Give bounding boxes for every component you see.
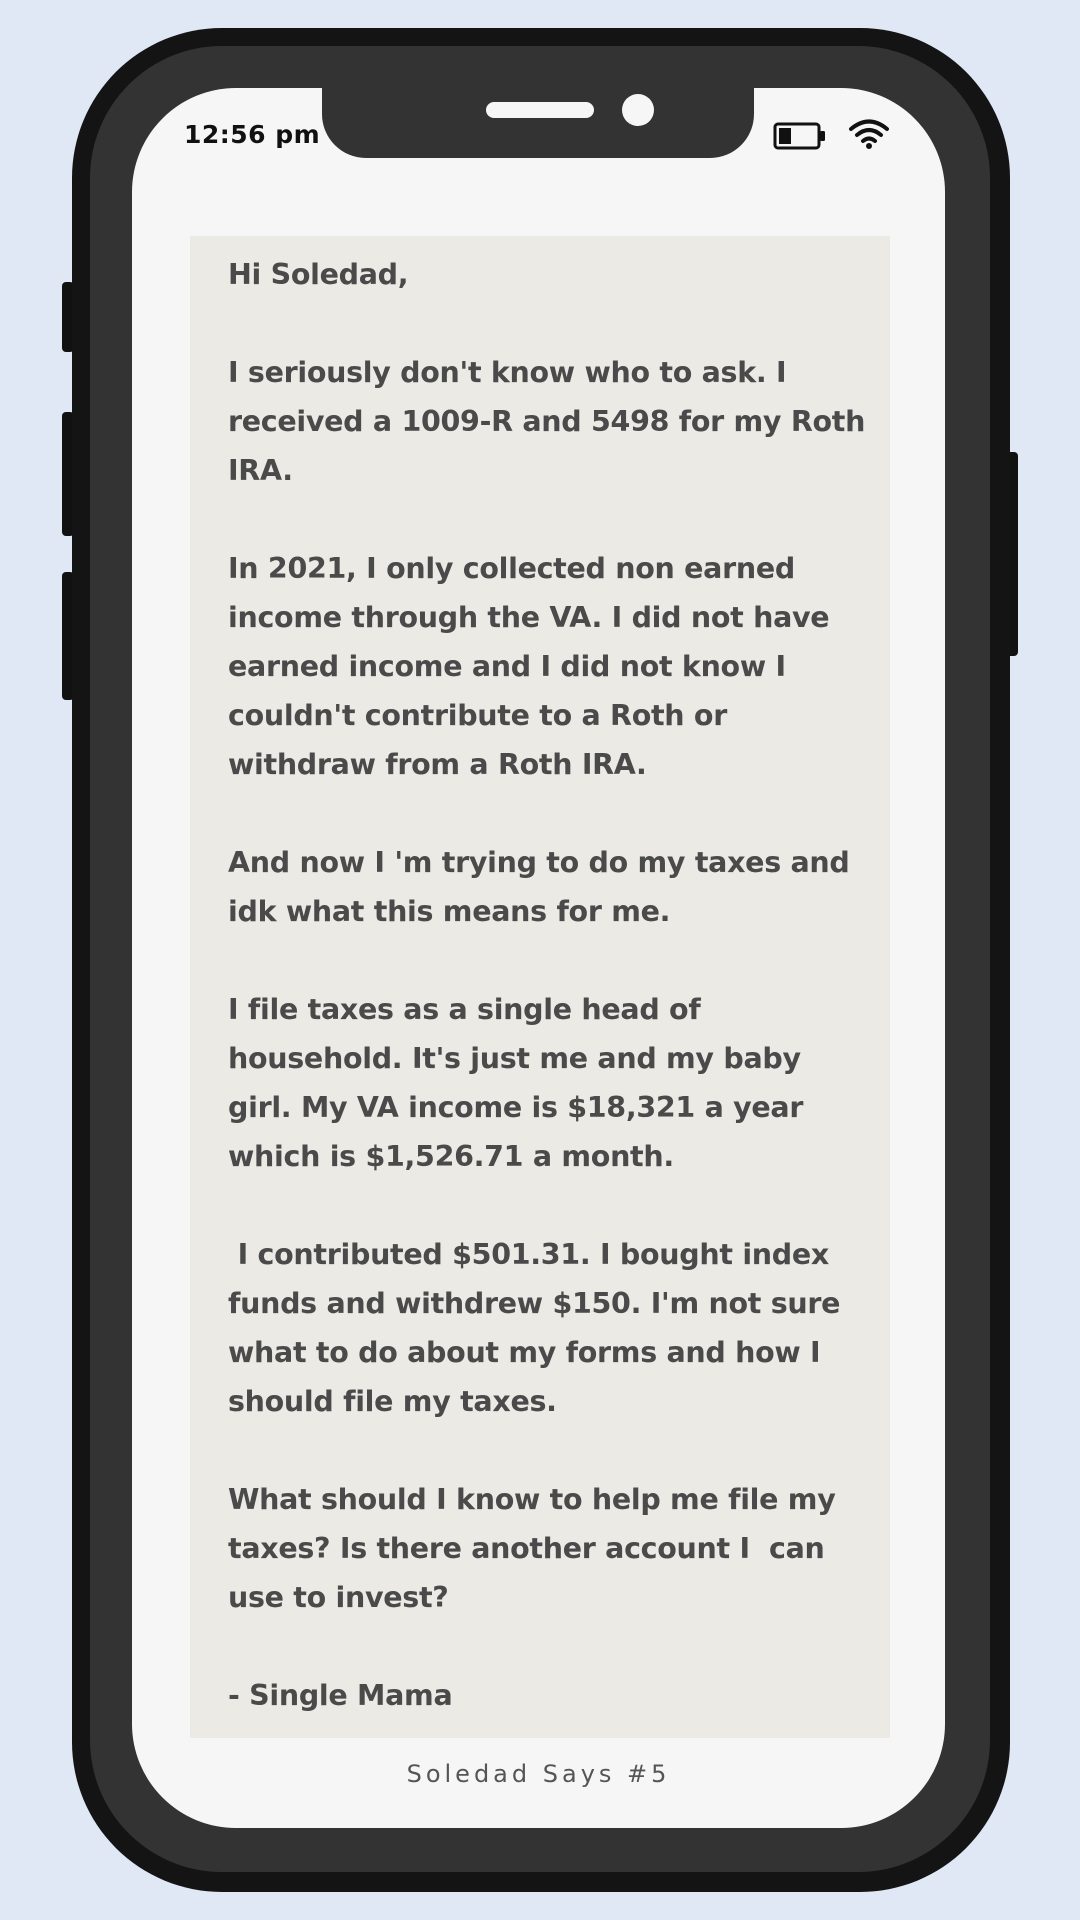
status-time: 12:56 pm: [184, 120, 321, 149]
letter-paragraph: In 2021, I only collected non earned income through the VA. I did not have earned income and I did not know I couldn't contribute to a Roth or withdraw from a Roth IRA.: [228, 552, 839, 781]
letter-greeting: Hi Soledad,: [228, 258, 409, 291]
speaker-grille: [486, 102, 594, 118]
letter-paragraph: What should I know to help me file my taxes? Is there another account I can use to invest?: [228, 1483, 846, 1614]
notch: [322, 88, 754, 158]
letter-paragraph: I contributed $501.31. I bought index funds and withdrew $150. I'm not sure what to do about my forms and how I should file my taxes.: [228, 1238, 850, 1418]
front-camera: [622, 94, 654, 126]
letter-paragraph: I seriously don't know who to ask. I received a 1009-R and 5498 for my Roth IRA.: [228, 356, 875, 487]
letter-paragraph: I file taxes as a single head of household. It's just me and my baby girl. My VA income is $18,321 a year which is $1,526.71 a month.: [228, 993, 813, 1173]
letter-paragraph: And now I 'm trying to do my taxes and idk what this means for me.: [228, 846, 860, 928]
battery-low-icon: [773, 122, 827, 150]
letter-body: [228, 250, 875, 1720]
footer-caption: Soledad Says #5: [406, 1760, 671, 1788]
phone-screen: [132, 88, 945, 1828]
letter-card: [190, 236, 890, 1738]
letter-signature: - Single Mama: [228, 1679, 453, 1712]
wifi-icon: [849, 118, 889, 150]
